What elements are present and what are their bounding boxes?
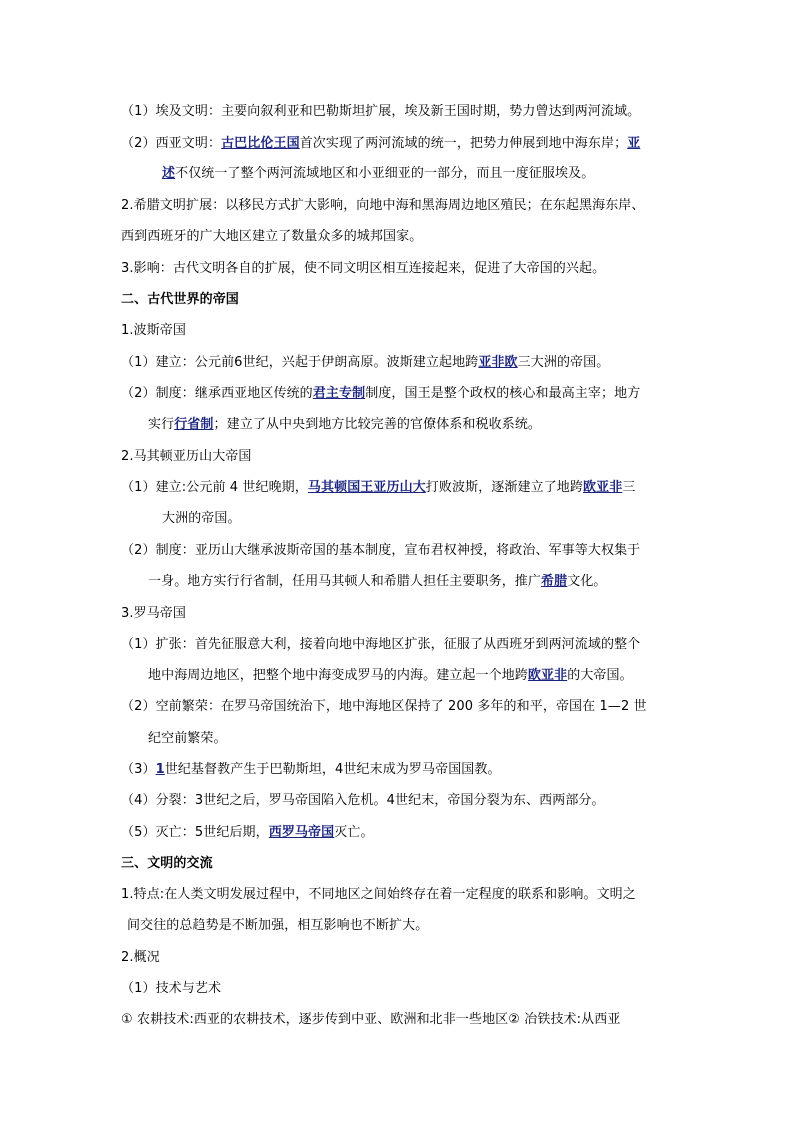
- text-run: 灭亡。: [334, 825, 374, 840]
- text-run: （5）灭亡：5世纪后期，: [121, 825, 269, 840]
- line-2: [121, 136, 640, 152]
- line-27: [127, 918, 428, 934]
- keyword-term: 行省制: [174, 417, 214, 432]
- subheading-macedonian-empire: [121, 449, 252, 465]
- line-11: [148, 417, 541, 433]
- text-run: 三、文明的交流: [121, 856, 213, 871]
- line-9: [121, 355, 609, 371]
- keyword-term: 1: [155, 762, 165, 777]
- line-16: [148, 574, 607, 590]
- line-20: [121, 699, 647, 715]
- line-26: [121, 887, 636, 903]
- text-run: 三: [622, 480, 636, 495]
- line-21: [148, 731, 227, 747]
- text-run: 1.波斯帝国: [121, 323, 187, 338]
- text-run: （1）扩张：首先征服意大利，接着向地中海地区扩张，征服了从西班牙到两河流域的整个: [121, 637, 641, 652]
- text-run: 西到西班牙的广大地区建立了数量众多的城邦国家。: [121, 229, 423, 244]
- line-14: [162, 511, 241, 527]
- text-run: 3.影响：古代文明各自的扩展，使不同文明区相互连接起来，促进了大帝国的兴起。: [121, 261, 606, 276]
- text-run: 一身。地方实行行省制，任用马其顿人和希腊人担任主要职务，推广: [148, 574, 542, 589]
- line-22: [121, 762, 501, 778]
- text-run: 世纪基督教产生于巴勒斯坦，4世纪末成为罗马帝国国教。: [164, 762, 501, 777]
- text-run: （2）西亚文明：: [121, 136, 222, 151]
- text-run: 首次实现了两河流域的统一，把势力伸展到地中海东岸；: [299, 136, 628, 151]
- keyword-term: 欧亚非: [583, 480, 623, 495]
- text-run: 大洲的帝国。: [162, 511, 241, 526]
- text-run: （1）建立:公元前 4 世纪晚期，: [121, 480, 308, 495]
- section-heading-3: [121, 856, 213, 872]
- keyword-term: 君主专制: [312, 386, 366, 401]
- keyword-term: 西罗马帝国: [268, 825, 335, 840]
- text-run: 间交往的总趋势是不断加强，相互影响也不断扩大。: [127, 918, 429, 933]
- text-run: 三大洲的帝国。: [517, 355, 610, 370]
- subheading-persian-empire: [121, 323, 186, 339]
- keyword-term: 亚: [627, 136, 641, 151]
- text-run: （4）分裂：3世纪之后，罗马帝国陷入危机。4世纪末，帝国分裂为东、西两部分。: [121, 793, 605, 808]
- subheading-overview: [121, 950, 160, 966]
- keyword-term: 述: [162, 166, 176, 181]
- line-30: [121, 1012, 620, 1028]
- line-18: [121, 637, 640, 653]
- text-run: 纪空前繁荣。: [148, 731, 227, 746]
- text-run: 二、古代世界的帝国: [121, 292, 239, 307]
- text-run: ；建立了从中央到地方比较完善的官僚体系和税收系统。: [213, 417, 542, 432]
- keyword-term: 亚非欧: [478, 355, 518, 370]
- text-run: 2.概况: [121, 950, 160, 965]
- text-run: 2.希腊文明扩展：以移民方式扩大影响，向地中海和黑海周边地区殖民；在东起黑海东岸、: [121, 198, 645, 213]
- line-15: [121, 543, 640, 559]
- line-6: [121, 261, 605, 277]
- keyword-term: 欧亚非: [527, 668, 568, 683]
- text-run: （2）制度：继承西亚地区传统的: [121, 386, 313, 401]
- text-run: 3.罗马帝国: [121, 606, 187, 621]
- line-4: [121, 198, 645, 214]
- text-run: （1）埃及文明：主要向叙利亚和巴勒斯坦扩展，埃及新王国时期，势力曾达到两河流域。: [121, 104, 641, 119]
- line-3: [162, 166, 594, 182]
- text-run: 的大帝国。: [567, 668, 633, 683]
- section-heading-2: [121, 292, 239, 308]
- text-run: ① 农耕技术:西亚的农耕技术，逐步传到中亚、欧洲和北非一些地区② 冶铁技术:从西亚: [121, 1012, 621, 1027]
- text-run: （2）空前繁荣：在罗马帝国统治下，地中海地区保持了 200 多年的和平，帝国在 1—2 世: [121, 699, 647, 714]
- subheading-roman-empire: [121, 606, 186, 622]
- text-run: 地中海周边地区，把整个地中海变成罗马的内海。建立起一个地跨: [148, 668, 528, 683]
- line-5: [121, 229, 422, 245]
- text-run: 不仅统一了整个两河流域地区和小亚细亚的一部分，而且一度征服埃及。: [175, 166, 595, 181]
- line-23: [121, 793, 605, 809]
- text-run: （1）技术与艺术: [121, 981, 222, 996]
- text-run: （2）制度：亚历山大继承波斯帝国的基本制度，宣布君权神授，将政治、军事等大权集于: [121, 543, 641, 558]
- text-run: （1）建立：公元前6世纪，兴起于伊朗高原。波斯建立起地跨: [121, 355, 479, 370]
- text-run: 文化。: [567, 574, 607, 589]
- keyword-term: 希腊: [541, 574, 568, 589]
- line-24: [121, 825, 374, 841]
- text-run: 制度，国王是整个政权的核心和最高主宰；地方: [365, 386, 641, 401]
- text-run: 实行: [148, 417, 175, 432]
- line-1: [121, 104, 640, 120]
- text-run: 2.马其顿亚历山大帝国: [121, 449, 252, 464]
- line-13: [121, 480, 635, 496]
- text-run: 1.特点:在人类文明发展过程中，不同地区之间始终存在着一定程度的联系和影响。文明之: [121, 887, 636, 902]
- text-run: 打败波斯，逐渐建立了地跨: [425, 480, 583, 495]
- subheading-tech-art: [121, 981, 221, 997]
- line-10: [121, 386, 640, 402]
- keyword-term: 马其顿国王亚历山大: [307, 480, 426, 495]
- keyword-term: 古巴比伦王国: [221, 136, 300, 151]
- line-19: [148, 668, 633, 684]
- text-run: （3）: [121, 762, 156, 777]
